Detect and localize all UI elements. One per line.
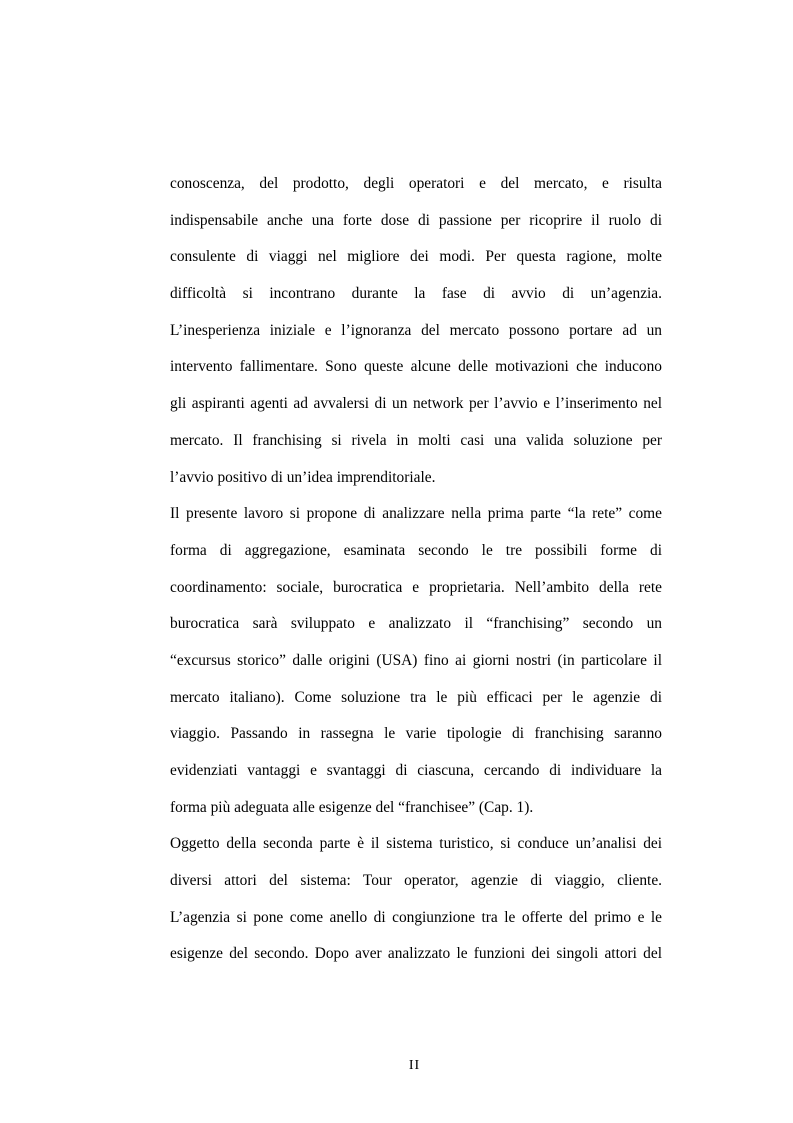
text-line: viaggio. Passando in rassegna le varie tipologie di franchising saranno (170, 725, 662, 743)
text-line: difficoltà si incontrano durante la fase di avvio di un’agenzia. (170, 285, 662, 303)
text-line: consulente di viaggi nel migliore dei modi. Per questa ragione, molte (170, 248, 662, 266)
text-line: forma di aggregazione, esaminata secondo le tre possibili forme di (170, 541, 662, 559)
text-line: l’avvio positivo di un’idea imprenditoriale. (170, 468, 436, 486)
text-line: mercato italiano). Come soluzione tra le più efficaci per le agenzie di (170, 688, 662, 706)
text-line: diversi attori del sistema: Tour operator, agenzie di viaggio, cliente. (170, 872, 662, 890)
text-line: L’agenzia si pone come anello di congiunzione tra le offerte del primo e le (170, 908, 662, 926)
text-line: “excursus storico” dalle origini (USA) fino ai giorni nostri (in particolare il (170, 651, 662, 669)
page-number: II (408, 1058, 421, 1073)
text-line: Il presente lavoro si propone di analizzare nella prima parte “la rete” come (170, 505, 662, 523)
text-line: esigenze del secondo. Dopo aver analizzato le funzioni dei singoli attori del (170, 945, 662, 963)
text-line: conoscenza, del prodotto, degli operatori e del mercato, e risulta (170, 175, 662, 192)
text-line: forma più adeguata alle esigenze del “franchisee” (Cap. 1). (170, 798, 534, 816)
body-text (170, 166, 662, 973)
text-line: Oggetto della seconda parte è il sistema turistico, si conduce un’analisi dei (170, 835, 662, 853)
text-line: mercato. Il franchising si rivela in molti casi una valida soluzione per (170, 431, 662, 449)
text-line: intervento fallimentare. Sono queste alcune delle motivazioni che inducono (170, 358, 662, 376)
text-line: gli aspiranti agenti ad avvalersi di un network per l’avvio e l’inserimento nel (170, 395, 662, 413)
text-line: evidenziati vantaggi e svantaggi di ciascuna, cercando di individuare la (170, 762, 662, 779)
text-line: indispensabile anche una forte dose di passione per ricoprire il ruolo di (170, 211, 662, 229)
text-line: burocratica sarà sviluppato e analizzato il “franchising” secondo un (170, 615, 662, 633)
text-line: L’inesperienza iniziale e l’ignoranza del mercato possono portare ad un (170, 321, 662, 339)
text-line: coordinamento: sociale, burocratica e proprietaria. Nell’ambito della rete (170, 578, 662, 596)
